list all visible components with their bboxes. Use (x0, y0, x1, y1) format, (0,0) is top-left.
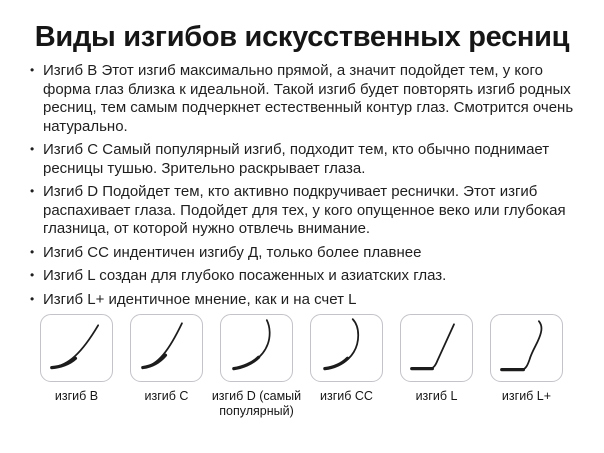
bullet-item-curl-d: • Изгиб D Подойдет тем, кто активно подкручивает реснички. Этот изгиб распахивает глаза. Подойдет для тех, у кого опущенное веко или глубокая глазница, от которой нужно отвлечь внимание. (30, 183, 578, 239)
curl-card-b (40, 314, 113, 419)
bullet-list (30, 62, 578, 314)
bullet-item-curl-cc: • Изгиб CC индентичен изгибу Д, только более плавнее (30, 244, 578, 263)
lash-curl-cc-icon (311, 315, 382, 381)
bullet-item-curl-c: • Изгиб C Самый популярный изгиб, подходит тем, кто обычно поднимает ресницы тушью. Зрительно раскрывает глаза. (30, 141, 578, 178)
curl-card-b-label: изгиб B (54, 389, 99, 403)
curl-card-cc-frame (310, 314, 383, 382)
lash-curl-c-icon (131, 315, 202, 381)
curl-card-l (400, 314, 473, 419)
curl-card-c (130, 314, 203, 419)
curl-card-c-frame (130, 314, 203, 382)
curl-card-row (40, 314, 563, 419)
slide-title: Виды изгибов искусственных ресниц (34, 21, 570, 53)
curl-card-cc-label: изгиб CC (320, 389, 373, 403)
bullet-item-curl-b: • Изгиб B Этот изгиб максимально прямой, а значит подойдет тем, у кого форма глаз близка к идеальной. Такой изгиб будет повторять изгиб родных ресниц, тем самым подчеркнет естественный контур глаз. Смотрится очень натурально. (30, 62, 578, 136)
lash-curl-l-plus-icon (491, 315, 562, 381)
lash-curl-d-icon (221, 315, 292, 381)
curl-card-l-label: изгиб L (415, 389, 458, 403)
bullet-item-curl-l-plus: • Изгиб L+ идентичное мнение, как и на счет L (30, 291, 578, 310)
curl-card-l-plus-label: изгиб L+ (501, 389, 552, 403)
curl-card-b-frame (40, 314, 113, 382)
bullet-item-curl-l: • Изгиб L создан для глубоко посаженных и азиатских глаз. (30, 267, 578, 286)
curl-card-cc (310, 314, 383, 419)
curl-card-l-frame (400, 314, 473, 382)
lash-curl-b-icon (41, 315, 112, 381)
curl-card-l-plus (490, 314, 563, 419)
curl-card-d-label: изгиб D (самый популярный) (211, 389, 302, 418)
lash-curl-l-icon (401, 315, 472, 381)
curl-card-d-frame (220, 314, 293, 382)
curl-card-d (211, 314, 302, 419)
curl-card-l-plus-frame (490, 314, 563, 382)
curl-card-c-label: изгиб C (144, 389, 189, 403)
